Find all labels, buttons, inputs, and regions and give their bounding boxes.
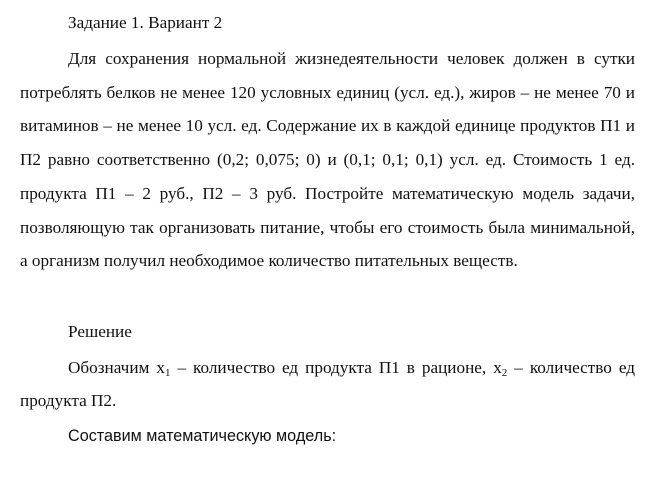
task-title: Задание 1. Вариант 2 — [68, 13, 223, 32]
subscript-1: 1 — [164, 367, 171, 379]
task-text: Для сохранения нормальной жизнедеятельности человек должен в сутки потреблять белков не менее 120 условных единиц (усл. ед.), жиров – не менее 70 и витаминов – не менее 10 усл. ед. Содержание их в каждой единице продуктов П1 и П2 равно соответственно (0,2; 0,075; 0) и (0,1; 0,1; 0,1) усл. ед. Стоимость 1 ед. продукта П1 – 2 руб., П2 – 3 руб. Постройте математическую модель задачи, позволяющую так организовать питание, чтобы его стоимость была минимальной, а организм получил необходимое количество питательных веществ. — [20, 49, 635, 271]
solution-intro — [20, 351, 635, 417]
subscript-2: 2 — [501, 367, 508, 379]
solution-intro-part1: Обозначим x — [68, 358, 165, 377]
solution-title: Решение — [68, 322, 132, 341]
solution-intro-part3: – количество ед продукта П2. — [20, 358, 636, 410]
model-heading: Составим математическую модель: — [68, 427, 337, 445]
solution-intro-part2: – количество ед продукта П1 в рационе, x — [170, 358, 502, 377]
